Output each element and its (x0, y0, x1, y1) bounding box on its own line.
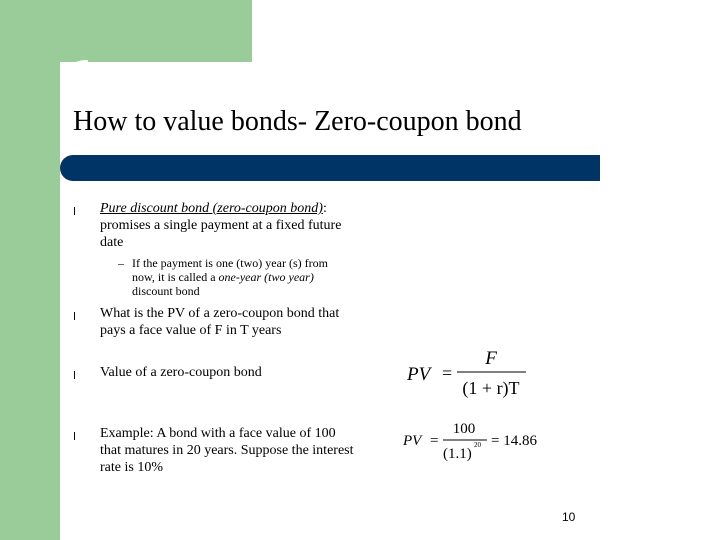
bullet-1-text (100, 200, 350, 251)
sub-bullet-text (132, 256, 352, 298)
sub-text-part2: discount bond (132, 284, 200, 298)
formula2-result: = 14.86 (491, 433, 537, 449)
bullet-icon: l (73, 310, 77, 323)
content-corner (60, 60, 88, 88)
bullet-4-text: Example: A bond with a face value of 100 that matures in 20 years. Suppose the interest rate is 10% (100, 426, 354, 475)
bullet-1-lead: Pure discount bond (zero-coupon bond) (100, 201, 323, 216)
bullet-icon: l (73, 369, 77, 382)
title-bar-fill (73, 155, 600, 181)
formula2-exp: 20 (474, 441, 481, 449)
formula1-lhs: PV (407, 364, 431, 385)
bullet-1-rest: : promises a single payment at a fixed future date (100, 201, 342, 250)
sub-dash: – (118, 256, 124, 270)
bullet-2-text: What is the PV of a zero-coupon bond that pays a face value of F in T years (100, 306, 340, 338)
title-bar (60, 155, 600, 181)
formula1-num: F (485, 348, 497, 369)
bullet-3-text: Value of a zero-coupon bond (100, 365, 262, 380)
formula2-num: 100 (452, 421, 476, 437)
bullet-icon: l (73, 430, 77, 443)
formula1-den: (1 + r)T (462, 378, 520, 398)
page-number: 10 (562, 510, 576, 524)
sub-text-part1: If the payment is one (two) year (s) from now, it is called a (132, 256, 328, 284)
formula2-eq: = (430, 433, 439, 449)
example-formula (403, 418, 563, 464)
sub-text-italic: one-year (two year) (218, 270, 314, 284)
formula1-eq: = (442, 363, 453, 383)
formula2-den: (1.1) (443, 446, 472, 462)
slide-title: How to value bonds- Zero-coupon bond (73, 106, 522, 137)
green-decor-left (0, 0, 60, 540)
formula2-lhs: PV (403, 433, 422, 449)
bullet-icon: l (73, 205, 77, 218)
pv-formula (405, 348, 535, 400)
